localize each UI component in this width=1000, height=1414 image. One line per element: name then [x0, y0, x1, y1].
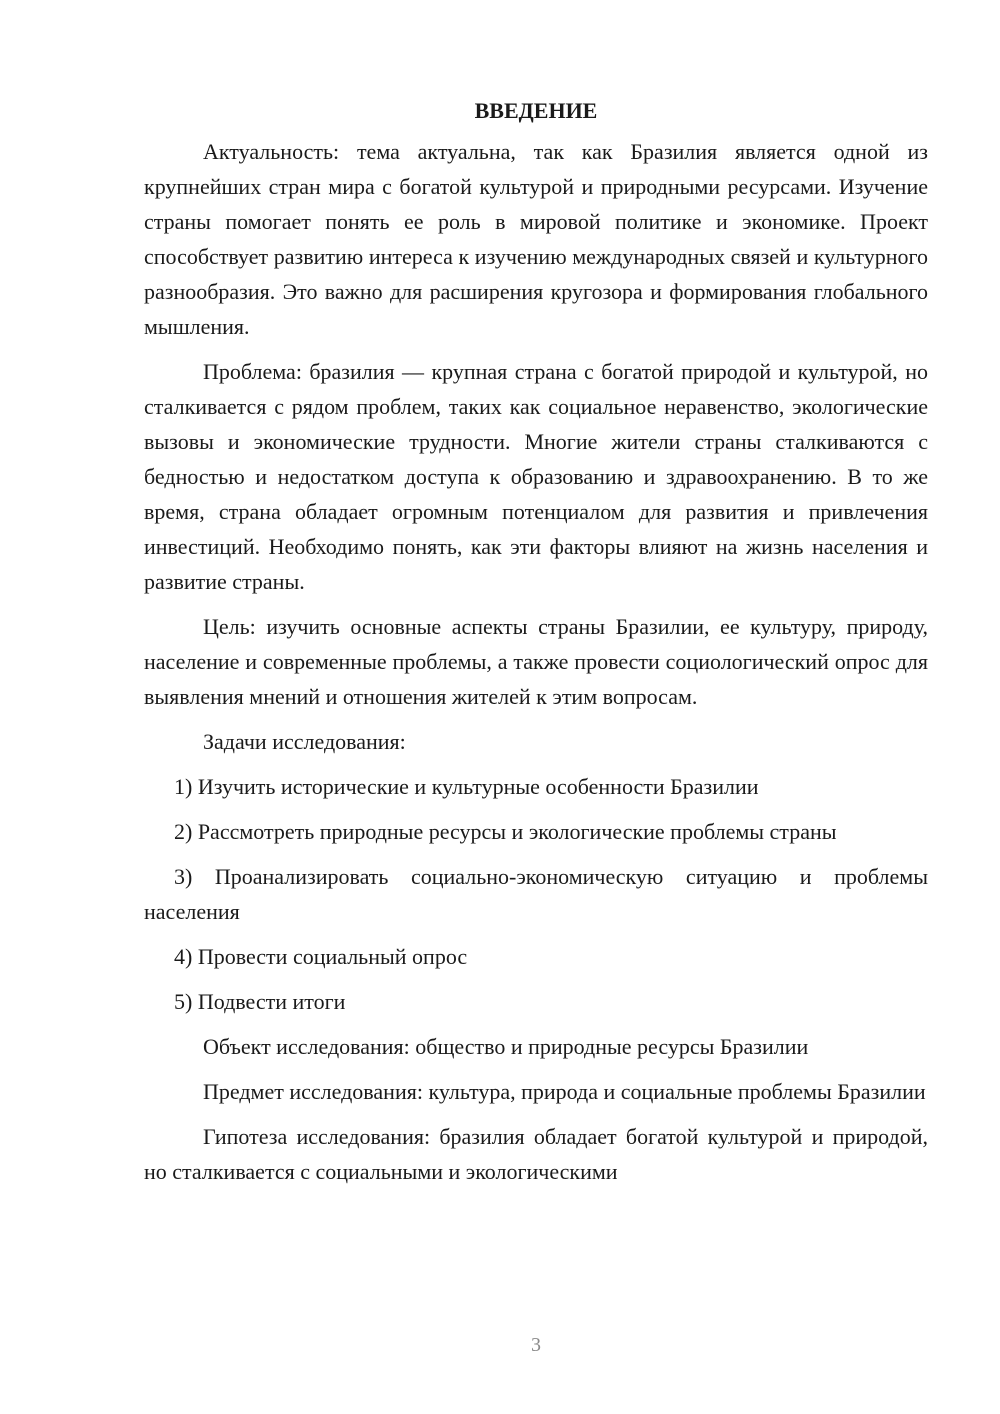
research-hypothesis: Гипотеза исследования: бразилия обладает богатой культурой и природой, но сталкивается с социальными и экологическими: [144, 1124, 928, 1184]
problem-paragraph: Проблема: бразилия — крупная страна с богатой природой и культурой, но сталкивается с рядом проблем, таких как социальное неравенство, экологические вызовы и экономические трудности. Многие жители страны сталкиваются с бедностью и недостатком доступа к образованию и здравоохранению. В то же время, страна обладает огромным потенциалом для развития и привлечения инвестиций. Необходимо понять, как эти факторы влияют на жизнь населения и развитие страны.: [144, 359, 928, 594]
task-item: 4) Провести социальный опрос: [174, 944, 468, 969]
task-item: 1) Изучить исторические и культурные особенности Бразилии: [174, 774, 759, 799]
section-title: ВВЕДЕНИЕ: [474, 98, 598, 123]
research-object: Объект исследования: общество и природные ресурсы Бразилии: [203, 1034, 809, 1059]
task-item: 3) Проанализировать социально-экономическую ситуацию и проблемы населения: [144, 864, 928, 924]
task-item: 5) Подвести итоги: [174, 989, 346, 1014]
goal-paragraph: Цель: изучить основные аспекты страны Бразилии, ее культуру, природу, население и современные проблемы, а также провести социологический опрос для выявления мнений и отношения жителей к этим вопросам.: [144, 614, 928, 709]
document-body: [144, 96, 928, 1199]
task-item: 2) Рассмотреть природные ресурсы и экологические проблемы страны: [174, 819, 837, 844]
tasks-heading: Задачи исследования:: [203, 729, 406, 754]
relevance-paragraph: Актуальность: тема актуальна, так как Бразилия является одной из крупнейших стран мира с богатой культурой и природными ресурсами. Изучение страны помогает понять ее роль в мировой политике и экономике. Проект способствует развитию интереса к изучению международных связей и культурного разнообразия. Это важно для расширения кругозора и формирования глобального мышления.: [144, 139, 928, 339]
page-number: 3: [531, 1334, 541, 1356]
research-subject: Предмет исследования: культура, природа и социальные проблемы Бразилии: [203, 1079, 926, 1104]
